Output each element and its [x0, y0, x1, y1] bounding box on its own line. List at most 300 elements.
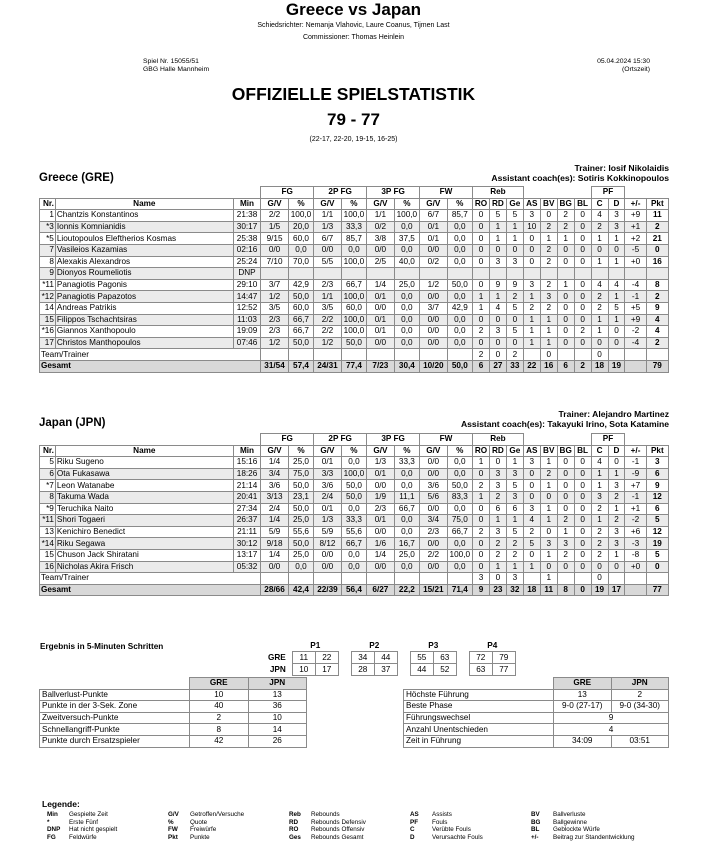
- cell-d: 3: [608, 526, 625, 538]
- legend-desc: Rebounds Defensiv: [311, 818, 366, 826]
- assistant-coaches: Assistant coach(es): Takayuki Irino, Sota Katamine: [460, 419, 669, 429]
- cell-pkt: 2: [646, 291, 668, 303]
- cell-fg-pct: 42,9: [288, 279, 313, 291]
- cell-as: 3: [523, 279, 540, 291]
- cell-fw-gv: 6/7: [420, 210, 448, 222]
- cell-rd: 2: [489, 538, 506, 550]
- cell-p2-gv: 3/3: [314, 468, 342, 480]
- cell-rd: 0: [489, 314, 506, 326]
- cell-rd: 0: [489, 349, 506, 361]
- cell-p2-gv: 0/0: [314, 561, 342, 573]
- five-minute-score: 52: [433, 664, 456, 676]
- cell-pkt: 4: [646, 314, 668, 326]
- column-header-ro: RO: [473, 445, 490, 457]
- cell-fg-pct: 60,0: [288, 233, 313, 245]
- cell-bl: 0: [574, 337, 591, 349]
- cell-p2-gv: 5/5: [314, 256, 342, 268]
- total-p2-pct: 56,4: [341, 584, 366, 596]
- cell-rd: 0: [489, 244, 506, 256]
- cell-c: 1: [591, 233, 608, 245]
- cell-c: 1: [591, 326, 608, 338]
- player-row: [40, 302, 669, 314]
- cell-d: 1: [608, 503, 625, 515]
- cell-p3-gv: 0/1: [367, 468, 395, 480]
- cell-ro: 0: [473, 314, 490, 326]
- legend-abbr: BV: [531, 811, 540, 818]
- cell-c: 2: [591, 526, 608, 538]
- cell-as: [523, 268, 540, 280]
- column-header-min: Min: [233, 445, 261, 457]
- total-bg: 6: [557, 360, 574, 372]
- player-row: [40, 210, 669, 222]
- cell-p3-gv: 1/3: [367, 457, 395, 469]
- cell-fw-gv: 3/6: [420, 480, 448, 492]
- period-header-row: [268, 640, 515, 652]
- legend-abbr: Min: [47, 811, 58, 818]
- group-header: 2P FG: [314, 187, 367, 199]
- cell-name: Chuson Jack Shiratani: [55, 549, 233, 561]
- cell-ge: 9: [506, 279, 523, 291]
- total-label: Gesamt: [40, 360, 261, 372]
- cell-min: 19:09: [233, 326, 261, 338]
- cell-p2-gv: 1/3: [314, 221, 342, 233]
- cell-fw-pct: [447, 268, 472, 280]
- total-as: 18: [523, 584, 540, 596]
- coach-block: [491, 163, 669, 183]
- player-row: [40, 233, 669, 245]
- cell-p3-pct: 0,0: [394, 468, 419, 480]
- group-header: Reb: [473, 187, 524, 199]
- cell-name: Kenichiro Benedict: [55, 526, 233, 538]
- cell-fg-pct: 50,0: [288, 538, 313, 550]
- column-header-p2-gv: G/V: [314, 198, 342, 210]
- group-header: FW: [420, 434, 473, 446]
- cell-p3-gv: 2/5: [367, 256, 395, 268]
- legend-entry: [168, 826, 244, 834]
- cell-p3-gv: 1/6: [367, 538, 395, 550]
- team-name: Greece (GRE): [39, 172, 114, 184]
- row-value-jpn: 14: [248, 724, 307, 736]
- cell-p2-pct: [341, 268, 366, 280]
- legend-abbr: BG: [531, 818, 541, 826]
- cell-bl: 0: [574, 503, 591, 515]
- cell-plusminus: +1: [625, 221, 646, 233]
- five-minute-score: 37: [374, 664, 397, 676]
- column-header-ge: Ge: [506, 198, 523, 210]
- legend-abbr: Reb: [289, 811, 301, 818]
- column-header-row: [40, 198, 669, 210]
- legend-desc: Gespielte Zeit: [69, 811, 108, 818]
- player-row: [40, 480, 669, 492]
- row-value-gre: 34:09: [554, 735, 612, 747]
- cell-rd: 3: [489, 480, 506, 492]
- cell-plusminus: -4: [625, 279, 646, 291]
- cell-fw-gv: 0/0: [420, 538, 448, 550]
- table-header: GRE: [190, 678, 249, 690]
- cell-fw-pct: 0,0: [447, 244, 472, 256]
- five-minute-score: 63: [433, 652, 456, 664]
- cell-fw-pct: 0,0: [447, 538, 472, 550]
- five-minute-score: 11: [292, 652, 315, 664]
- cell-p2-pct: 100,0: [341, 256, 366, 268]
- cell-ge: 0: [506, 337, 523, 349]
- cell-d: 2: [608, 491, 625, 503]
- cell-as: 0: [523, 233, 540, 245]
- cell-name: Panagiotis Pagonis: [55, 279, 233, 291]
- cell-pkt: 9: [646, 480, 668, 492]
- cell-rd: 1: [489, 233, 506, 245]
- column-header-fw-pct: %: [447, 445, 472, 457]
- cell-p2-pct: 100,0: [341, 314, 366, 326]
- team-trainer-label: Team/Trainer: [40, 573, 261, 585]
- cell-plusminus: -1: [625, 291, 646, 303]
- total-ge: 32: [506, 584, 523, 596]
- cell-ro: 0: [473, 279, 490, 291]
- cell-fg-pct: 50,0: [288, 480, 313, 492]
- table-header: JPN: [611, 678, 669, 690]
- cell-min: 30:17: [233, 221, 261, 233]
- legend-abbr: Pkt: [168, 833, 178, 841]
- cell-nr: 1: [40, 210, 56, 222]
- table-row: [404, 724, 669, 736]
- legend-desc: Rebounds Gesamt: [311, 833, 364, 841]
- cell-min: 02:16: [233, 244, 261, 256]
- cell-rd: 0: [489, 337, 506, 349]
- table-header: GRE: [554, 678, 612, 690]
- column-header-pkt: Pkt: [646, 198, 668, 210]
- total-bv: 16: [540, 360, 557, 372]
- cell-bv: 1: [540, 515, 557, 527]
- team-trainer-label: Team/Trainer: [40, 349, 261, 361]
- cell-ro: 0: [473, 244, 490, 256]
- legend-abbr: RD: [289, 818, 299, 826]
- cell-ro: 2: [473, 349, 490, 361]
- cell-p2-pct: 0,0: [341, 457, 366, 469]
- cell-c: 1: [591, 314, 608, 326]
- cell-fg-gv: 1/4: [261, 457, 289, 469]
- legend-entry: [531, 826, 635, 834]
- legend-abbr: AS: [410, 811, 419, 818]
- legend-desc: Fouls: [432, 818, 448, 826]
- game-date: 05.04.2024 15:30: [597, 58, 650, 65]
- total-row: [40, 584, 669, 596]
- legend-desc: Verursachte Fouls: [432, 833, 483, 841]
- cell-fw-pct: 0,0: [447, 561, 472, 573]
- cell-p3-gv: 1/4: [367, 549, 395, 561]
- team-trainer-row: [40, 349, 669, 361]
- table-row: [40, 712, 307, 724]
- cell-min: 26:37: [233, 515, 261, 527]
- column-header-rd: RD: [489, 445, 506, 457]
- table-header: [40, 678, 190, 690]
- five-minute-score: 44: [410, 664, 433, 676]
- cell-plusminus: +6: [625, 526, 646, 538]
- cell-pkt: 3: [646, 457, 668, 469]
- cell-as: 10: [523, 221, 540, 233]
- total-fw-gv: 10/20: [420, 360, 448, 372]
- cell-min: 25:38: [233, 233, 261, 245]
- cell-p2-gv: 0/0: [314, 549, 342, 561]
- cell-fg-gv: 1/2: [261, 337, 289, 349]
- cell-bg: 0: [557, 326, 574, 338]
- cell-p3-pct: 0,0: [394, 561, 419, 573]
- head-coach: Trainer: Iosif Nikolaidis: [574, 163, 669, 173]
- cell-ge: 2: [506, 291, 523, 303]
- cell-ro: 1: [473, 491, 490, 503]
- venue: GBG Halle Mannheim: [143, 66, 210, 73]
- table-row: [404, 735, 669, 747]
- cell-min: 18:26: [233, 468, 261, 480]
- game-number: Spiel Nr. 15055/51: [143, 58, 199, 65]
- cell-fg-gv: 3/6: [261, 480, 289, 492]
- table-row: [40, 735, 307, 747]
- legend-entry: [47, 834, 117, 842]
- cell-fg-gv: 2/2: [261, 210, 289, 222]
- cell-fw-pct: 66,7: [447, 526, 472, 538]
- cell-fw-gv: 0/0: [420, 326, 448, 338]
- legend-abbr: %: [168, 818, 174, 826]
- legend-entry: [289, 834, 366, 842]
- cell-fg-gv: 1/4: [261, 515, 289, 527]
- points-table: [39, 677, 307, 748]
- period-label: P3: [428, 641, 439, 650]
- team-name: Japan (JPN): [39, 417, 106, 429]
- cell-bg: [557, 268, 574, 280]
- legend-entry: [410, 811, 483, 819]
- cell-min: 25:24: [233, 256, 261, 268]
- legend-entry: [410, 826, 483, 834]
- group-header: FG: [261, 187, 314, 199]
- cell-nr: *3: [40, 221, 56, 233]
- cell-p2-gv: 2/2: [314, 326, 342, 338]
- cell-p3-pct: 37,5: [394, 233, 419, 245]
- cell-ro: 2: [473, 526, 490, 538]
- cell-bv: 1: [540, 573, 557, 585]
- cell-bl: 0: [574, 279, 591, 291]
- cell-fg-pct: 60,0: [288, 302, 313, 314]
- cell-fw-gv: 0/1: [420, 233, 448, 245]
- cell-nr: 8: [40, 491, 56, 503]
- cell-c: 2: [591, 503, 608, 515]
- cell-nr: 6: [40, 468, 56, 480]
- row-value-jpn: 13: [248, 689, 307, 701]
- cell-c: 4: [591, 279, 608, 291]
- cell-d: 5: [608, 302, 625, 314]
- legend-abbr: FW: [168, 826, 178, 834]
- cell-p2-gv: 1/1: [314, 210, 342, 222]
- cell-p3-gv: [367, 268, 395, 280]
- cell-d: 3: [608, 221, 625, 233]
- cell-ge: 1: [506, 221, 523, 233]
- player-row: [40, 268, 669, 280]
- legend-entry: [168, 834, 244, 842]
- cell-name: Riku Segawa: [55, 538, 233, 550]
- cell-fw-gv: 0/0: [420, 291, 448, 303]
- legend-desc: Geblockte Würfe: [553, 826, 600, 834]
- cell-fw-gv: 0/0: [420, 457, 448, 469]
- legend-entry: [531, 811, 635, 819]
- cell-ge: 5: [506, 480, 523, 492]
- row-label: Ballverlust-Punkte: [40, 689, 190, 701]
- cell-rd: 3: [489, 256, 506, 268]
- group-header: 3P FG: [367, 187, 420, 199]
- cell-bv: 1: [540, 549, 557, 561]
- column-header-nr: Nr.: [40, 198, 56, 210]
- cell-c: 1: [591, 480, 608, 492]
- column-header-fg-gv: G/V: [261, 445, 289, 457]
- cell-name: Nicholas Akira Frisch: [55, 561, 233, 573]
- cell-pkt: 2: [646, 337, 668, 349]
- cell-name: Teruchika Naito: [55, 503, 233, 515]
- cell-plusminus: +5: [625, 302, 646, 314]
- cell-plusminus: +2: [625, 233, 646, 245]
- cell-bg: 1: [557, 279, 574, 291]
- cell-name: Giannos Xanthopoulo: [55, 326, 233, 338]
- column-header-bv: BV: [540, 445, 557, 457]
- total-row: [40, 360, 669, 372]
- cell-pkt: 0: [646, 244, 668, 256]
- cell-bv: 3: [540, 538, 557, 550]
- legend-abbr: PF: [410, 818, 419, 826]
- cell-fw-gv: 3/7: [420, 302, 448, 314]
- five-minute-score: 55: [410, 652, 433, 664]
- cell-pkt: 21: [646, 233, 668, 245]
- cell-p3-gv: 0/0: [367, 561, 395, 573]
- cell-name: Andreas Patrikis: [55, 302, 233, 314]
- cell-fg-gv: 3/4: [261, 468, 289, 480]
- commissioner: Commissioner: Thomas Heinlein: [302, 34, 405, 41]
- column-header-as: AS: [523, 198, 540, 210]
- cell-rd: 6: [489, 503, 506, 515]
- legend-column: [531, 811, 635, 841]
- cell-plusminus: +0: [625, 561, 646, 573]
- cell-fw-pct: 0,0: [447, 233, 472, 245]
- legend-entry: [289, 826, 366, 834]
- cell-fw-gv: 0/0: [420, 503, 448, 515]
- cell-fw-gv: 3/4: [420, 515, 448, 527]
- total-pkt: 79: [646, 360, 668, 372]
- player-row: [40, 561, 669, 573]
- cell-p2-gv: 0/1: [314, 457, 342, 469]
- column-header-ro: RO: [473, 198, 490, 210]
- cell-ge: 5: [506, 526, 523, 538]
- cell-plusminus: -1: [625, 457, 646, 469]
- cell-min: 27:34: [233, 503, 261, 515]
- player-row: [40, 291, 669, 303]
- cell-rd: 1: [489, 515, 506, 527]
- five-minute-score: 17: [315, 664, 338, 676]
- cell-bv: 1: [540, 503, 557, 515]
- legend-desc: Punkte: [190, 833, 210, 841]
- cell-p2-gv: 3/6: [314, 480, 342, 492]
- cell-p2-gv: 2/2: [314, 314, 342, 326]
- legend-column: [289, 811, 366, 841]
- cell-c: [591, 268, 608, 280]
- total-p2-pct: 77,4: [341, 360, 366, 372]
- table-header: [404, 678, 554, 690]
- cell-p2-pct: 33,3: [341, 221, 366, 233]
- total-bl: 0: [574, 584, 591, 596]
- cell-p3-pct: 66,7: [394, 503, 419, 515]
- cell-ge: 5: [506, 302, 523, 314]
- cell-c: 1: [591, 515, 608, 527]
- five-minute-label: Ergebnis in 5-Minuten Schritten: [40, 642, 164, 651]
- document-title: OFFIZIELLE SPIELSTATISTIK: [231, 84, 476, 104]
- row-label: Zweitversuch-Punkte: [40, 712, 190, 724]
- cell-p2-pct: 50,0: [341, 491, 366, 503]
- cell-c: 4: [591, 210, 608, 222]
- cell-as: 1: [523, 326, 540, 338]
- cell-min: 14:47: [233, 291, 261, 303]
- cell-c: 1: [591, 256, 608, 268]
- cell-plusminus: -8: [625, 549, 646, 561]
- cell-bg: 1: [557, 526, 574, 538]
- legend-abbr: +/-: [531, 833, 539, 841]
- cell-nr: 9: [40, 268, 56, 280]
- legend-abbr: C: [410, 826, 415, 834]
- cell-p3-pct: 33,3: [394, 457, 419, 469]
- column-header-rd: RD: [489, 198, 506, 210]
- cell-fg-pct: 70,0: [288, 256, 313, 268]
- cell-c: 0: [591, 244, 608, 256]
- cell-fg-pct: 0,0: [288, 561, 313, 573]
- cell-fg-gv: 9/18: [261, 538, 289, 550]
- period-label: P1: [310, 641, 321, 650]
- legend-entry: [531, 819, 635, 827]
- cell-p3-gv: 3/8: [367, 233, 395, 245]
- cell-p3-pct: 16,7: [394, 538, 419, 550]
- cell-d: 0: [608, 244, 625, 256]
- cell-as: 1: [523, 314, 540, 326]
- cell-fw-gv: 1/2: [420, 279, 448, 291]
- cell-fg-gv: 3/7: [261, 279, 289, 291]
- legend-entry: [410, 834, 483, 842]
- column-header-row: [40, 445, 669, 457]
- cell-pkt: 12: [646, 526, 668, 538]
- cell-pkt: 5: [646, 549, 668, 561]
- cell-c: 2: [591, 291, 608, 303]
- total-as: 22: [523, 360, 540, 372]
- table-header-row: [404, 678, 669, 690]
- total-ge: 33: [506, 360, 523, 372]
- cell-c: 2: [591, 302, 608, 314]
- cell-fw-pct: 85,7: [447, 210, 472, 222]
- five-minute-score: 44: [374, 652, 397, 664]
- cell-bv: 2: [540, 256, 557, 268]
- cell-fw-gv: 2/2: [420, 549, 448, 561]
- legend-abbr: *: [47, 818, 50, 826]
- cell-fg-gv: 2/3: [261, 314, 289, 326]
- total-ro: 6: [473, 360, 490, 372]
- cell-ge: 0: [506, 314, 523, 326]
- cell-fw-gv: 0/0: [420, 337, 448, 349]
- cell-bl: 0: [574, 549, 591, 561]
- legend-desc: Ballgewinne: [553, 818, 587, 826]
- cell-name: Chantzis Konstantinos: [55, 210, 233, 222]
- cell-p3-pct: 40,0: [394, 256, 419, 268]
- cell-fg-gv: 2/3: [261, 326, 289, 338]
- cell-c: 1: [591, 468, 608, 480]
- cell-plusminus: [625, 268, 646, 280]
- cell-bv: 1: [540, 337, 557, 349]
- column-header-as: AS: [523, 445, 540, 457]
- column-header-p3-pct: %: [394, 445, 419, 457]
- cell-ge: 1: [506, 457, 523, 469]
- cell-p3-pct: 0,0: [394, 515, 419, 527]
- cell-nr: *7: [40, 480, 56, 492]
- cell-ge: [506, 268, 523, 280]
- assistant-coaches: Assistant coach(es): Sotiris Kokkinopoulos: [491, 173, 669, 183]
